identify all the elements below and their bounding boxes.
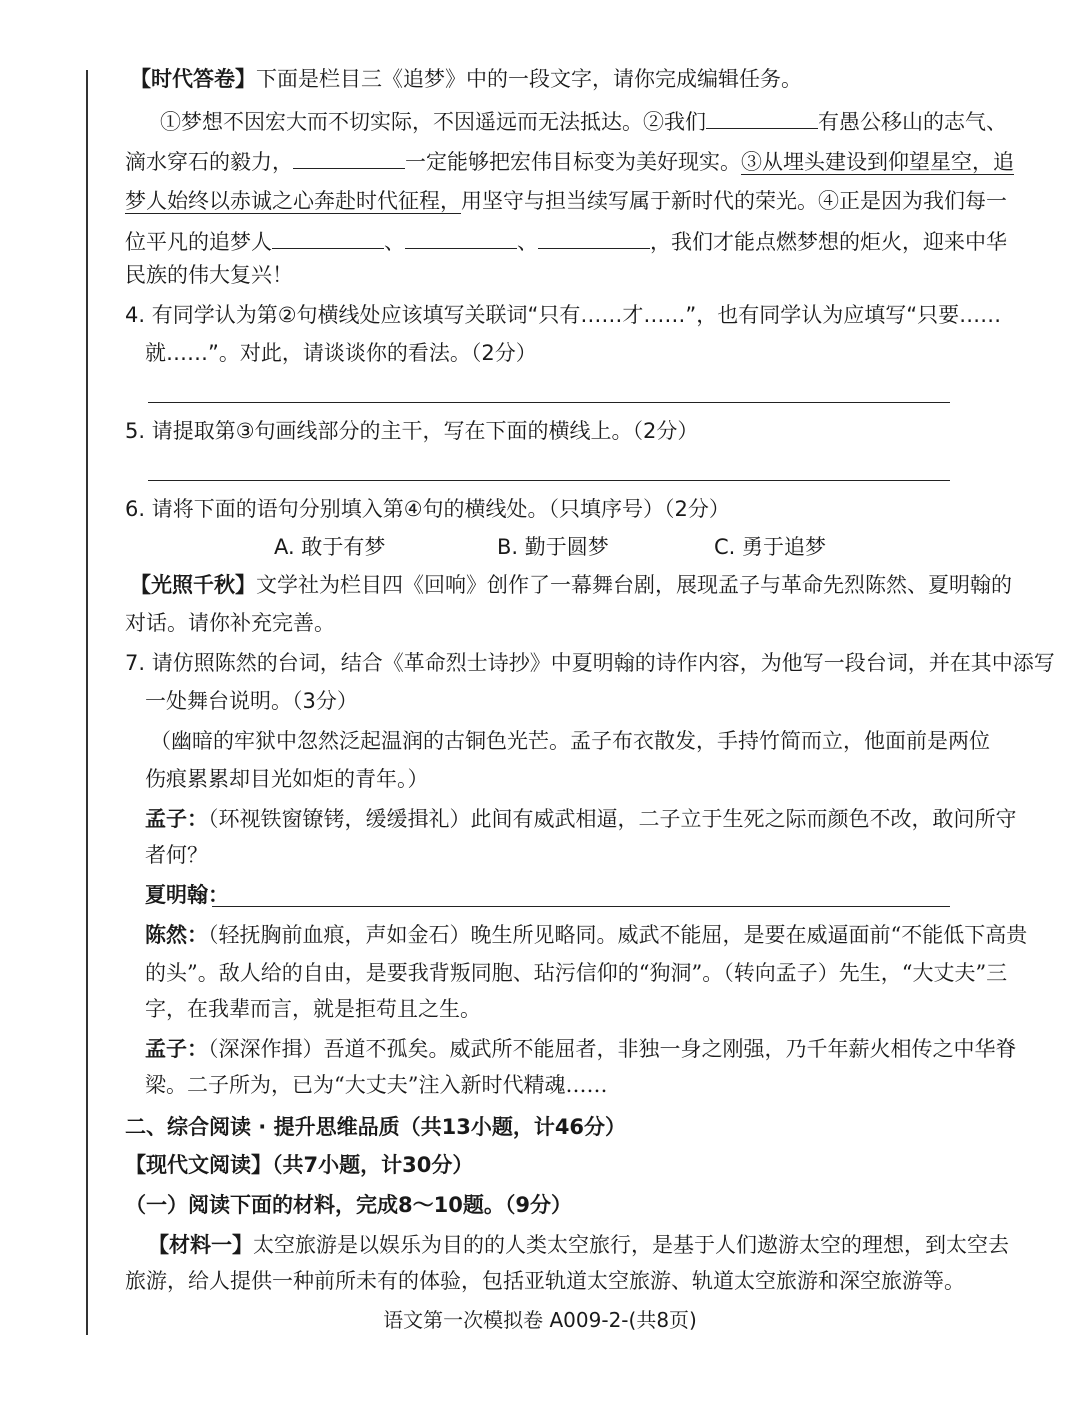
question-5: 5. 请提取第③句画线部分的主干，写在下面的横线上。（2分） bbox=[125, 419, 699, 443]
option-c: C. 勇于追梦 bbox=[714, 535, 827, 559]
option-b: B. 勤于圆梦 bbox=[497, 535, 609, 559]
passage-line-3: 梦人始终以赤诚之心奔赴时代征程，用坚守与担当续写属于新时代的荣光。④正是因为我们每一 bbox=[125, 189, 1007, 213]
part-two-title: 二、综合阅读 · 提升思维品质（共13小题，计46分） bbox=[125, 1115, 627, 1139]
answer-line-q7[interactable] bbox=[212, 906, 950, 907]
passage-line-4: 位平凡的追梦人 、 、 ，我们才能点燃梦想的炬火，迎来中华 bbox=[125, 226, 955, 257]
chenran-line-3: 字，在我辈而言，就是拒苟且之生。 bbox=[145, 997, 481, 1021]
modern-reading-heading: 【现代文阅读】（共7小题，计30分） bbox=[125, 1153, 474, 1177]
chenran-line-2: 的头”。敌人给的自由，是要我背叛同胞、玷污信仰的“狗洞”。（转向孟子）先生，“大丈夫”三 bbox=[145, 961, 1008, 985]
stage-direction-2: 伤痕累累却目光如炬的青年。） bbox=[145, 767, 429, 791]
passage-line-2: 滴水穿石的毅力， 一定能够把宏伟目标变为美好现实。③从埋头建设到仰望星空，追 bbox=[125, 146, 955, 177]
margin-rule bbox=[86, 70, 88, 1335]
reading-one-heading: （一）阅读下面的材料，完成8～10题。（9分） bbox=[125, 1193, 572, 1217]
section-light-line-1: 【光照千秋】文学社为栏目四《回响》创作了一幕舞台剧，展现孟子与革命先烈陈然、夏明翰的 bbox=[130, 573, 1012, 597]
mengzi-line-2b: 梁。二子所为，已为“大丈夫”注入新时代精魂…… bbox=[145, 1073, 608, 1097]
chenran-line-1: 陈然：（轻抚胸前血痕，声如金石）晚生所见略同。威武不能屈，是要在威逼面前“不能低下高贵 bbox=[145, 923, 1028, 947]
mengzi-line-1: 孟子：（环视铁窗镣铐，缓缓揖礼）此间有威武相逼，二子立于生死之际而颜色不改，敢问所守 bbox=[145, 807, 1017, 831]
section-era-heading: 【时代答卷】下面是栏目三《追梦》中的一段文字，请你完成编辑任务。 bbox=[130, 67, 802, 91]
material-one-line-1: 【材料一】太空旅游是以娱乐为目的的人类太空旅行，是基于人们遨游太空的理想，到太空去 bbox=[148, 1233, 1009, 1257]
xia-minghan-line: 夏明翰： bbox=[145, 883, 229, 907]
passage-line-1: ①梦想不因宏大而不切实际，不因遥远而无法抵达。②我们 有愚公移山的志气、 bbox=[160, 106, 990, 137]
page-footer: 语文第一次模拟卷 A009-2-(共8页) bbox=[383, 1308, 697, 1332]
blank-4a[interactable] bbox=[272, 226, 384, 249]
mengzi-line-1b: 者何？ bbox=[145, 843, 208, 867]
blank-4c[interactable] bbox=[538, 226, 650, 249]
question-7-line-1: 7. 请仿照陈然的台词，结合《革命烈士诗抄》中夏明翰的诗作内容，为他写一段台词，并在其中添写 bbox=[125, 651, 1055, 675]
section-light-line-2: 对话。请你补充完善。 bbox=[125, 611, 335, 635]
question-7-line-2: 一处舞台说明。（3分） bbox=[145, 689, 358, 713]
question-4-line-1: 4. 有同学认为第②句横线处应该填写关联词“只有……才……”，也有同学认为应填写“只要…… bbox=[125, 303, 1002, 327]
answer-line-q5[interactable] bbox=[148, 480, 950, 481]
blank-4b[interactable] bbox=[405, 226, 517, 249]
question-6: 6. 请将下面的语句分别填入第④句的横线处。（只填序号）（2分） bbox=[125, 497, 730, 521]
mengzi-line-2: 孟子：（深深作揖）吾道不孤矣。威武所不能屈者，非独一身之刚强，乃千年薪火相传之中华脊 bbox=[145, 1037, 1017, 1061]
blank-2a[interactable] bbox=[706, 106, 818, 129]
stage-direction-1: （幽暗的牢狱中忽然泛起温润的古铜色光芒。孟子布衣散发，手持竹简而立，他面前是两位 bbox=[150, 729, 990, 753]
blank-2b[interactable] bbox=[293, 146, 405, 169]
option-a: A. 敢于有梦 bbox=[274, 535, 386, 559]
question-4-line-2: 就……”。对此，请谈谈你的看法。（2分） bbox=[145, 341, 537, 365]
passage-line-5: 民族的伟大复兴！ bbox=[125, 263, 293, 287]
answer-line-q4[interactable] bbox=[148, 402, 950, 403]
material-one-line-2: 旅游，给人提供一种前所未有的体验，包括亚轨道太空旅游、轨道太空旅游和深空旅游等。 bbox=[125, 1269, 965, 1293]
